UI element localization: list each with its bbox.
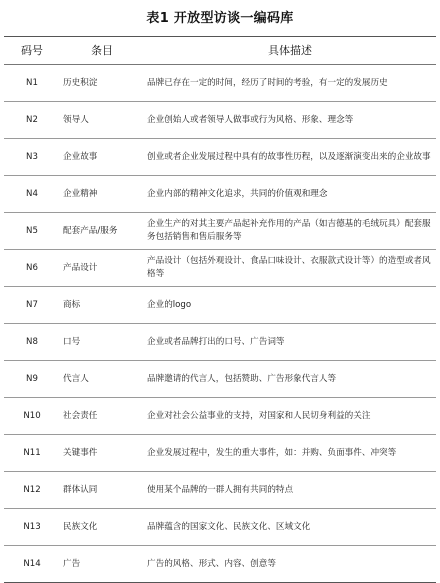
row-item: 历史积淀	[60, 65, 144, 102]
row-description: 使用某个品牌的一群人拥有共同的特点	[144, 472, 436, 509]
row-description: 企业创始人或者领导人做事或行为风格、形象、理念等	[144, 102, 436, 139]
header-code: 码号	[4, 37, 60, 65]
table-row	[4, 472, 436, 509]
row-item: 社会责任	[60, 398, 144, 435]
table-row	[4, 102, 436, 139]
row-description: 品牌已存在一定的时间，经历了时间的考验，有一定的发展历史	[144, 65, 436, 102]
row-item: 商标	[60, 287, 144, 324]
table-caption: 表1 开放型访谈一编码库	[146, 11, 294, 26]
row-description: 品牌蕴含的国家文化、民族文化、区域文化	[144, 509, 436, 546]
row-item: 代言人	[60, 361, 144, 398]
row-code: N13	[4, 509, 60, 546]
table-row	[4, 139, 436, 176]
table-row	[4, 398, 436, 435]
row-code: N3	[4, 139, 60, 176]
row-code: N5	[4, 213, 60, 250]
row-code: N10	[4, 398, 60, 435]
header-item: 条目	[60, 37, 144, 65]
row-description: 品牌邀请的代言人，包括赞助、广告形象代言人等	[144, 361, 436, 398]
row-item: 关键事件	[60, 435, 144, 472]
row-description: 产品设计（包括外观设计、食品口味设计、衣服款式设计等）的造型或者风格等	[144, 250, 436, 287]
row-description: 企业发展过程中，发生的重大事件，如：并购、负面事件、冲突等	[144, 435, 436, 472]
row-item: 企业精神	[60, 176, 144, 213]
table-row	[4, 65, 436, 102]
row-code: N4	[4, 176, 60, 213]
table-row	[4, 287, 436, 324]
row-code: N7	[4, 287, 60, 324]
table-row	[4, 176, 436, 213]
row-code: N14	[4, 546, 60, 583]
table-header-row	[4, 37, 436, 65]
table-row	[4, 435, 436, 472]
table-row	[4, 509, 436, 546]
row-code: N6	[4, 250, 60, 287]
row-code: N8	[4, 324, 60, 361]
row-item: 广告	[60, 546, 144, 583]
row-item: 领导人	[60, 102, 144, 139]
row-description: 创业或者企业发展过程中具有的故事性历程，以及逐渐演变出来的企业故事	[144, 139, 436, 176]
row-description: 广告的风格、形式、内容、创意等	[144, 546, 436, 583]
table-row	[4, 213, 436, 250]
row-item: 民族文化	[60, 509, 144, 546]
table-row	[4, 546, 436, 583]
row-item: 群体认同	[60, 472, 144, 509]
row-item: 企业故事	[60, 139, 144, 176]
row-code: N2	[4, 102, 60, 139]
table-row	[4, 361, 436, 398]
row-description: 企业对社会公益事业的支持，对国家和人民切身利益的关注	[144, 398, 436, 435]
row-description: 企业的logo	[144, 287, 436, 324]
row-item: 配套产品/服务	[60, 213, 144, 250]
row-code: N9	[4, 361, 60, 398]
row-code: N1	[4, 65, 60, 102]
row-item: 产品设计	[60, 250, 144, 287]
row-item: 口号	[60, 324, 144, 361]
row-description: 企业或者品牌打出的口号、广告词等	[144, 324, 436, 361]
row-code: N11	[4, 435, 60, 472]
header-description: 具体描述	[144, 37, 436, 65]
row-description: 企业生产的对其主要产品起补充作用的产品（如吉德基的毛绒玩具）配套服务包括销售和售后服务等	[144, 213, 436, 250]
row-code: N12	[4, 472, 60, 509]
coding-table	[4, 36, 436, 583]
table-row	[4, 250, 436, 287]
row-description: 企业内部的精神文化追求，共同的价值观和理念	[144, 176, 436, 213]
table-row	[4, 324, 436, 361]
